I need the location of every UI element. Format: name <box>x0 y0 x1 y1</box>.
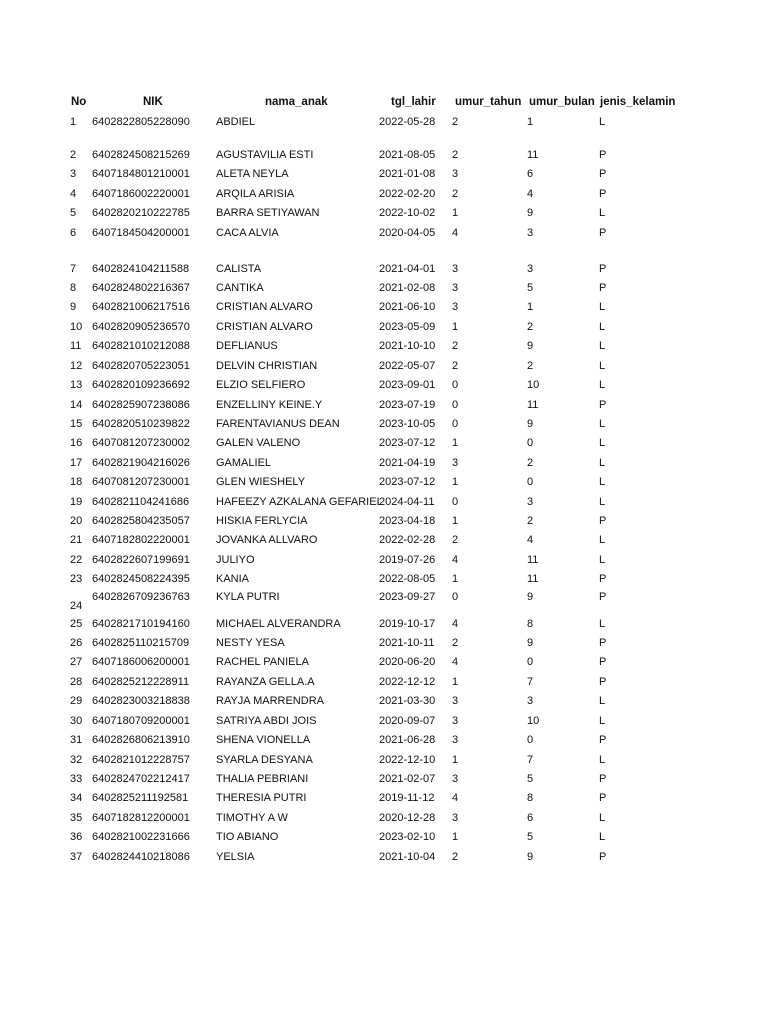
cell-umur-bulan: 3 <box>527 227 534 239</box>
cell-jenis-kelamin: P <box>599 168 607 180</box>
cell-umur-tahun: 3 <box>452 773 459 785</box>
cell-jenis-kelamin: L <box>599 360 606 372</box>
cell-nama-anak: RAYANZA GELLA.A <box>216 676 315 688</box>
cell-nik: 6402825804235057 <box>92 515 190 527</box>
cell-umur-bulan: 3 <box>527 695 534 707</box>
cell-nama-anak: KYLA PUTRI <box>216 591 280 603</box>
cell-nama-anak: ABDIEL <box>216 116 256 128</box>
cell-umur-tahun: 2 <box>452 851 459 863</box>
cell-nama-anak: TIMOTHY A W <box>216 812 288 824</box>
cell-tgl-lahir: 2023-07-12 <box>379 437 436 449</box>
cell-tgl-lahir: 2023-10-05 <box>379 418 436 430</box>
cell-tgl-lahir: 2023-07-12 <box>379 476 436 488</box>
cell-jenis-kelamin: L <box>599 437 606 449</box>
header-nama-anak: nama_anak <box>265 96 328 108</box>
cell-jenis-kelamin: P <box>599 573 607 585</box>
cell-umur-tahun: 1 <box>452 831 459 843</box>
cell-jenis-kelamin: P <box>599 149 607 161</box>
cell-nama-anak: JOVANKA ALLVARO <box>216 534 318 546</box>
cell-nama-anak: SATRIYA ABDI JOIS <box>216 715 317 727</box>
cell-tgl-lahir: 2021-06-10 <box>379 301 436 313</box>
cell-jenis-kelamin: P <box>599 515 607 527</box>
cell-no: 9 <box>70 301 77 313</box>
header-jenis-kelamin: jenis_kelamin <box>600 96 676 108</box>
cell-umur-bulan: 9 <box>527 851 534 863</box>
cell-no: 12 <box>70 360 83 372</box>
cell-nama-anak: CRISTIAN ALVARO <box>216 321 313 333</box>
cell-umur-bulan: 6 <box>527 168 534 180</box>
cell-no: 33 <box>70 773 83 785</box>
cell-tgl-lahir: 2019-10-17 <box>379 618 436 630</box>
cell-jenis-kelamin: L <box>599 695 606 707</box>
cell-nama-anak: HAFEEZY AZKALANA GEFARIEL <box>216 496 383 508</box>
cell-nama-anak: CRISTIAN ALVARO <box>216 301 313 313</box>
cell-jenis-kelamin: P <box>599 591 607 603</box>
cell-umur-tahun: 1 <box>452 754 459 766</box>
cell-no: 5 <box>70 207 77 219</box>
cell-tgl-lahir: 2021-01-08 <box>379 168 436 180</box>
cell-nik: 6402820510239822 <box>92 418 190 430</box>
cell-nik: 6402821710194160 <box>92 618 190 630</box>
cell-umur-bulan: 7 <box>527 754 534 766</box>
cell-umur-bulan: 0 <box>527 656 534 668</box>
cell-tgl-lahir: 2021-02-07 <box>379 773 436 785</box>
cell-nama-anak: NESTY YESA <box>216 637 285 649</box>
cell-nama-anak: RAYJA MARRENDRA <box>216 695 324 707</box>
cell-umur-tahun: 4 <box>452 618 459 630</box>
cell-no: 21 <box>70 534 83 546</box>
cell-nama-anak: BARRA SETIYAWAN <box>216 207 320 219</box>
cell-tgl-lahir: 2024-04-11 <box>379 496 435 508</box>
cell-tgl-lahir: 2022-12-12 <box>379 676 436 688</box>
cell-nik: 6402821002231666 <box>92 831 190 843</box>
cell-tgl-lahir: 2021-10-10 <box>379 340 436 352</box>
cell-jenis-kelamin: L <box>599 418 606 430</box>
cell-umur-tahun: 3 <box>452 168 459 180</box>
cell-nik: 6402824410218086 <box>92 851 190 863</box>
cell-tgl-lahir: 2022-12-10 <box>379 754 436 766</box>
cell-umur-bulan: 10 <box>527 715 540 727</box>
cell-umur-bulan: 3 <box>527 263 534 275</box>
cell-nik: 6402826806213910 <box>92 734 190 746</box>
cell-no: 22 <box>70 554 83 566</box>
cell-umur-tahun: 0 <box>452 379 459 391</box>
cell-no: 2 <box>70 149 77 161</box>
cell-nama-anak: GAMALIEL <box>216 457 272 469</box>
cell-umur-tahun: 1 <box>452 207 459 219</box>
cell-tgl-lahir: 2020-06-20 <box>379 656 436 668</box>
cell-umur-bulan: 2 <box>527 321 534 333</box>
cell-nik: 6402821010212088 <box>92 340 190 352</box>
cell-nik: 6402825211192581 <box>92 792 189 804</box>
cell-umur-tahun: 0 <box>452 418 459 430</box>
cell-tgl-lahir: 2021-04-01 <box>379 263 436 275</box>
cell-jenis-kelamin: L <box>599 831 606 843</box>
cell-jenis-kelamin: L <box>599 301 606 313</box>
cell-no: 19 <box>70 496 83 508</box>
cell-umur-tahun: 2 <box>452 149 459 161</box>
cell-nama-anak: CALISTA <box>216 263 262 275</box>
cell-umur-tahun: 4 <box>452 227 459 239</box>
cell-tgl-lahir: 2022-02-20 <box>379 188 436 200</box>
cell-nik: 6407186002220001 <box>92 188 190 200</box>
cell-nik: 6402824508224395 <box>92 573 190 585</box>
cell-tgl-lahir: 2022-08-05 <box>379 573 436 585</box>
cell-no: 18 <box>70 476 83 488</box>
cell-umur-bulan: 2 <box>527 515 534 527</box>
cell-tgl-lahir: 2019-07-26 <box>379 554 436 566</box>
cell-umur-bulan: 7 <box>527 676 534 688</box>
cell-umur-bulan: 3 <box>527 496 534 508</box>
cell-umur-tahun: 3 <box>452 282 459 294</box>
cell-no: 14 <box>70 399 83 411</box>
cell-nama-anak: ALETA NEYLA <box>216 168 289 180</box>
cell-umur-bulan: 4 <box>527 188 534 200</box>
cell-nik: 6402821104241686 <box>92 496 190 508</box>
cell-tgl-lahir: 2020-12-28 <box>379 812 436 824</box>
cell-umur-tahun: 2 <box>452 188 459 200</box>
cell-no: 16 <box>70 437 83 449</box>
cell-umur-tahun: 3 <box>452 715 459 727</box>
cell-nama-anak: RACHEL PANIELA <box>216 656 309 668</box>
cell-nik: 6402821012228757 <box>92 754 190 766</box>
cell-jenis-kelamin: L <box>599 476 606 488</box>
cell-nik: 6402820109236692 <box>92 379 190 391</box>
cell-nik: 6402825212228911 <box>92 676 190 688</box>
cell-umur-tahun: 1 <box>452 573 459 585</box>
cell-nik: 6407081207230001 <box>92 476 190 488</box>
cell-no: 10 <box>70 321 83 333</box>
cell-umur-tahun: 1 <box>452 676 459 688</box>
cell-tgl-lahir: 2021-03-30 <box>379 695 436 707</box>
cell-nama-anak: CANTIKA <box>216 282 264 294</box>
cell-nama-anak: THERESIA PUTRI <box>216 792 307 804</box>
cell-nik: 6402825110215709 <box>92 637 190 649</box>
cell-jenis-kelamin: L <box>599 715 606 727</box>
cell-umur-bulan: 11 <box>527 149 539 161</box>
cell-umur-tahun: 3 <box>452 734 459 746</box>
cell-nik: 6407182812200001 <box>92 812 190 824</box>
cell-umur-bulan: 0 <box>527 437 534 449</box>
cell-umur-tahun: 2 <box>452 116 459 128</box>
header-umur-bulan: umur_bulan <box>529 96 595 108</box>
cell-no: 26 <box>70 637 83 649</box>
cell-nama-anak: AGUSTAVILIA ESTI <box>216 149 314 161</box>
cell-no: 30 <box>70 715 83 727</box>
cell-umur-tahun: 3 <box>452 812 459 824</box>
cell-jenis-kelamin: L <box>599 340 606 352</box>
cell-umur-tahun: 4 <box>452 656 459 668</box>
cell-no: 27 <box>70 656 83 668</box>
cell-no: 15 <box>70 418 83 430</box>
cell-jenis-kelamin: L <box>599 457 606 469</box>
cell-jenis-kelamin: L <box>599 321 606 333</box>
cell-umur-bulan: 9 <box>527 207 534 219</box>
cell-nik: 6402822607199691 <box>92 554 190 566</box>
header-umur-tahun: umur_tahun <box>455 96 522 108</box>
cell-tgl-lahir: 2022-05-28 <box>379 116 436 128</box>
cell-jenis-kelamin: L <box>599 618 606 630</box>
cell-umur-tahun: 2 <box>452 360 459 372</box>
cell-jenis-kelamin: P <box>599 734 607 746</box>
cell-nik: 6402821006217516 <box>92 301 190 313</box>
cell-umur-bulan: 10 <box>527 379 540 391</box>
cell-jenis-kelamin: P <box>599 851 607 863</box>
cell-nama-anak: JULIYO <box>216 554 255 566</box>
cell-umur-tahun: 3 <box>452 457 459 469</box>
cell-tgl-lahir: 2023-04-18 <box>379 515 436 527</box>
cell-umur-bulan: 6 <box>527 812 534 824</box>
cell-tgl-lahir: 2021-06-28 <box>379 734 436 746</box>
cell-umur-tahun: 1 <box>452 476 459 488</box>
cell-jenis-kelamin: P <box>599 282 607 294</box>
cell-tgl-lahir: 2021-10-11 <box>379 637 435 649</box>
cell-nama-anak: KANIA <box>216 573 250 585</box>
cell-umur-bulan: 8 <box>527 792 534 804</box>
cell-umur-tahun: 2 <box>452 637 459 649</box>
cell-tgl-lahir: 2023-09-01 <box>379 379 436 391</box>
cell-tgl-lahir: 2021-08-05 <box>379 149 436 161</box>
cell-no: 20 <box>70 515 83 527</box>
cell-no: 37 <box>70 851 83 863</box>
cell-nama-anak: DEFLIANUS <box>216 340 278 352</box>
cell-nama-anak: MICHAEL ALVERANDRA <box>216 618 341 630</box>
cell-nama-anak: HISKIA FERLYCIA <box>216 515 308 527</box>
cell-no: 32 <box>70 754 83 766</box>
cell-jenis-kelamin: P <box>599 637 607 649</box>
cell-tgl-lahir: 2020-09-07 <box>379 715 436 727</box>
cell-nik: 6407081207230002 <box>92 437 190 449</box>
cell-umur-bulan: 9 <box>527 637 534 649</box>
cell-no: 35 <box>70 812 83 824</box>
cell-nik: 6402822805228090 <box>92 116 190 128</box>
cell-jenis-kelamin: L <box>599 207 606 219</box>
cell-no: 3 <box>70 168 77 180</box>
cell-umur-tahun: 0 <box>452 399 459 411</box>
cell-nama-anak: THALIA PEBRIANI <box>216 773 309 785</box>
cell-umur-tahun: 1 <box>452 321 459 333</box>
cell-nama-anak: ENZELLINY KEINE.Y <box>216 399 323 411</box>
cell-nik: 6402821904216026 <box>92 457 190 469</box>
cell-umur-bulan: 2 <box>527 457 534 469</box>
cell-jenis-kelamin: L <box>599 496 606 508</box>
cell-no: 6 <box>70 227 77 239</box>
cell-nik: 6402825907238086 <box>92 399 190 411</box>
cell-no: 13 <box>70 379 83 391</box>
cell-umur-tahun: 2 <box>452 340 459 352</box>
cell-umur-bulan: 0 <box>527 734 534 746</box>
cell-tgl-lahir: 2019-11-12 <box>379 792 435 804</box>
cell-nama-anak: GALEN VALENO <box>216 437 301 449</box>
header-tgl-lahir: tgl_lahir <box>391 96 436 108</box>
cell-nama-anak: CACA ALVIA <box>216 227 279 239</box>
cell-jenis-kelamin: P <box>599 656 607 668</box>
cell-nama-anak: YELSIA <box>216 851 255 863</box>
cell-tgl-lahir: 2022-10-02 <box>379 207 436 219</box>
cell-umur-tahun: 4 <box>452 792 459 804</box>
cell-nik: 6407180709200001 <box>92 715 190 727</box>
cell-nama-anak: TIO ABIANO <box>216 831 279 843</box>
cell-no: 24 <box>70 600 83 612</box>
cell-no: 31 <box>70 734 83 746</box>
cell-umur-tahun: 4 <box>452 554 459 566</box>
cell-umur-tahun: 2 <box>452 534 459 546</box>
cell-nama-anak: SYARLA DESYANA <box>216 754 313 766</box>
cell-umur-bulan: 1 <box>527 301 534 313</box>
cell-umur-bulan: 9 <box>527 340 534 352</box>
cell-nik: 6407182802220001 <box>92 534 190 546</box>
header-nik: NIK <box>143 96 163 108</box>
cell-tgl-lahir: 2021-02-08 <box>379 282 436 294</box>
cell-no: 25 <box>70 618 83 630</box>
cell-nik: 6407186006200001 <box>92 656 190 668</box>
cell-umur-bulan: 5 <box>527 282 534 294</box>
cell-jenis-kelamin: P <box>599 773 607 785</box>
cell-jenis-kelamin: L <box>599 534 606 546</box>
cell-nik: 6402826709236763 <box>92 591 190 603</box>
cell-umur-bulan: 5 <box>527 831 534 843</box>
cell-umur-bulan: 11 <box>527 573 539 585</box>
cell-tgl-lahir: 2023-05-09 <box>379 321 436 333</box>
cell-nik: 6402824508215269 <box>92 149 190 161</box>
cell-jenis-kelamin: P <box>599 227 607 239</box>
cell-umur-tahun: 1 <box>452 515 459 527</box>
cell-nik: 6402820705223051 <box>92 360 190 372</box>
cell-tgl-lahir: 2022-05-07 <box>379 360 436 372</box>
cell-umur-bulan: 8 <box>527 618 534 630</box>
cell-umur-bulan: 11 <box>527 399 539 411</box>
cell-no: 28 <box>70 676 83 688</box>
cell-no: 36 <box>70 831 83 843</box>
cell-nik: 6402824702212417 <box>92 773 190 785</box>
cell-jenis-kelamin: L <box>599 379 606 391</box>
cell-no: 1 <box>70 116 77 128</box>
cell-nik: 6402824802216367 <box>92 282 190 294</box>
cell-umur-tahun: 0 <box>452 591 459 603</box>
cell-nama-anak: SHENA VIONELLA <box>216 734 311 746</box>
cell-umur-bulan: 5 <box>527 773 534 785</box>
cell-no: 29 <box>70 695 83 707</box>
cell-nik: 6407184504200001 <box>92 227 190 239</box>
cell-jenis-kelamin: L <box>599 754 606 766</box>
cell-nik: 6402823003218838 <box>92 695 190 707</box>
cell-umur-tahun: 3 <box>452 263 459 275</box>
cell-jenis-kelamin: L <box>599 812 606 824</box>
cell-no: 17 <box>70 457 83 469</box>
cell-jenis-kelamin: P <box>599 676 607 688</box>
cell-umur-bulan: 11 <box>527 554 539 566</box>
cell-tgl-lahir: 2020-04-05 <box>379 227 436 239</box>
header-no: No <box>71 96 87 108</box>
cell-tgl-lahir: 2022-02-28 <box>379 534 436 546</box>
cell-nik: 6402820905236570 <box>92 321 190 333</box>
cell-nama-anak: ARQILA ARISIA <box>216 188 295 200</box>
cell-no: 7 <box>70 263 77 275</box>
cell-tgl-lahir: 2023-09-27 <box>379 591 436 603</box>
cell-nama-anak: DELVIN CHRISTIAN <box>216 360 318 372</box>
cell-umur-tahun: 0 <box>452 496 459 508</box>
cell-no: 8 <box>70 282 77 294</box>
cell-umur-tahun: 3 <box>452 695 459 707</box>
cell-jenis-kelamin: P <box>599 399 607 411</box>
cell-umur-bulan: 9 <box>527 418 534 430</box>
cell-umur-bulan: 9 <box>527 591 534 603</box>
cell-umur-tahun: 3 <box>452 301 459 313</box>
cell-no: 4 <box>70 188 77 200</box>
cell-no: 11 <box>70 340 82 352</box>
cell-umur-bulan: 0 <box>527 476 534 488</box>
cell-nik: 6407184801210001 <box>92 168 190 180</box>
cell-tgl-lahir: 2023-07-19 <box>379 399 436 411</box>
cell-nik: 6402824104211588 <box>92 263 190 275</box>
cell-tgl-lahir: 2021-04-19 <box>379 457 436 469</box>
cell-jenis-kelamin: L <box>599 116 606 128</box>
cell-tgl-lahir: 2023-02-10 <box>379 831 436 843</box>
cell-jenis-kelamin: L <box>599 554 606 566</box>
cell-nama-anak: FARENTAVIANUS DEAN <box>216 418 340 430</box>
cell-no: 34 <box>70 792 83 804</box>
cell-nama-anak: GLEN WIESHELY <box>216 476 306 488</box>
cell-no: 23 <box>70 573 83 585</box>
cell-jenis-kelamin: P <box>599 263 607 275</box>
cell-umur-tahun: 1 <box>452 437 459 449</box>
cell-tgl-lahir: 2021-10-04 <box>379 851 436 863</box>
cell-jenis-kelamin: P <box>599 792 607 804</box>
cell-umur-bulan: 4 <box>527 534 534 546</box>
cell-umur-bulan: 2 <box>527 360 534 372</box>
cell-nik: 6402820210222785 <box>92 207 190 219</box>
cell-umur-bulan: 1 <box>527 116 534 128</box>
cell-jenis-kelamin: P <box>599 188 607 200</box>
cell-nama-anak: ELZIO SELFIERO <box>216 379 306 391</box>
